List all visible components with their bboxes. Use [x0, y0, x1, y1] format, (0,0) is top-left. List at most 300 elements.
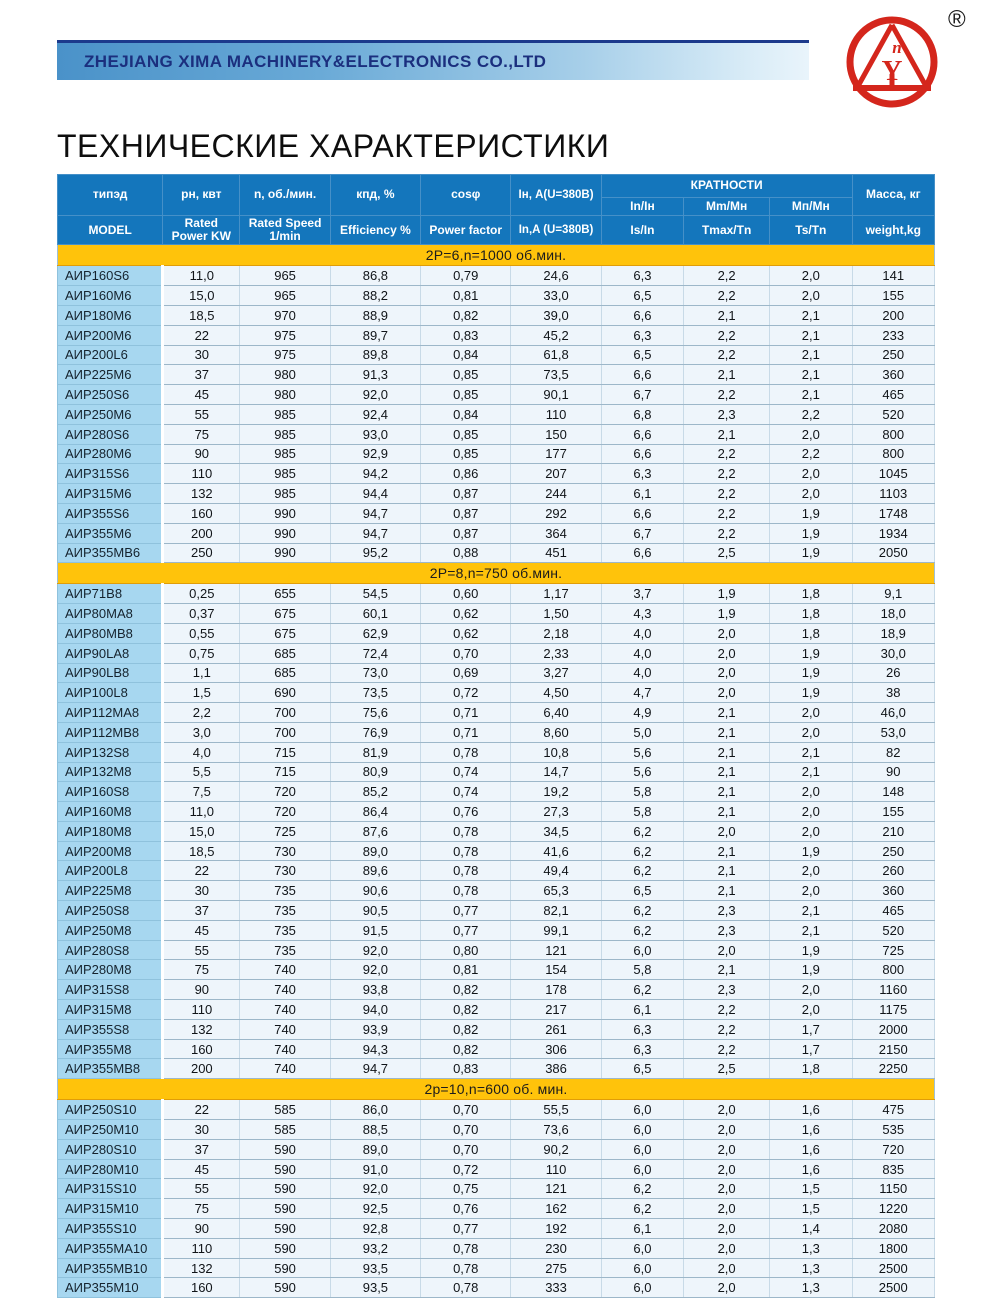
cell-tmax_tn: 2,0	[684, 1179, 770, 1199]
cell-efficiency_pct: 92,5	[330, 1199, 420, 1219]
cell-power_kw: 30	[163, 881, 240, 901]
cell-speed_rpm: 590	[240, 1278, 330, 1298]
cell-efficiency_pct: 86,0	[330, 1100, 420, 1120]
cell-tmax_tn: 2,0	[684, 683, 770, 703]
cell-power_factor: 0,87	[421, 484, 511, 504]
cell-power_factor: 0,70	[421, 1100, 511, 1120]
table-row	[58, 1179, 935, 1199]
col-header-ratio-is-en: Is/In	[601, 216, 683, 245]
cell-speed_rpm: 735	[240, 940, 330, 960]
cell-is_in: 6,7	[601, 523, 683, 543]
cell-ts_tn: 1,4	[770, 1219, 852, 1239]
cell-is_in: 6,2	[601, 821, 683, 841]
cell-current_a: 154	[511, 960, 601, 980]
cell-is_in: 6,2	[601, 901, 683, 921]
cell-power_factor: 0,78	[421, 881, 511, 901]
cell-tmax_tn: 2,1	[684, 305, 770, 325]
cell-current_a: 261	[511, 1019, 601, 1039]
cell-ts_tn: 1,5	[770, 1199, 852, 1219]
cell-tmax_tn: 2,1	[684, 782, 770, 802]
cell-speed_rpm: 585	[240, 1100, 330, 1120]
cell-power_kw: 55	[163, 1179, 240, 1199]
cell-current_a: 4,50	[511, 683, 601, 703]
cell-weight_kg: 1748	[852, 503, 934, 523]
cell-tmax_tn: 2,5	[684, 1059, 770, 1079]
cell-current_a: 1,17	[511, 584, 601, 604]
cell-tmax_tn: 2,0	[684, 1278, 770, 1298]
cell-current_a: 333	[511, 1278, 601, 1298]
cell-current_a: 230	[511, 1238, 601, 1258]
cell-power_kw: 45	[163, 1159, 240, 1179]
cell-ts_tn: 2,0	[770, 1000, 852, 1020]
col-header-current-ru: Iн, A(U=380В)	[511, 175, 601, 216]
cell-is_in: 4,9	[601, 703, 683, 723]
table-row	[58, 543, 935, 563]
cell-power_kw: 110	[163, 1238, 240, 1258]
cell-model: АИР250S8	[58, 901, 163, 921]
cell-weight_kg: 1800	[852, 1238, 934, 1258]
cell-current_a: 110	[511, 404, 601, 424]
cell-is_in: 6,5	[601, 881, 683, 901]
cell-speed_rpm: 685	[240, 643, 330, 663]
cell-efficiency_pct: 62,9	[330, 623, 420, 643]
cell-is_in: 4,0	[601, 623, 683, 643]
cell-ts_tn: 1,8	[770, 604, 852, 624]
cell-weight_kg: 46,0	[852, 703, 934, 723]
cell-power_factor: 0,87	[421, 523, 511, 543]
cell-current_a: 1,50	[511, 604, 601, 624]
cell-model: АИР80MB8	[58, 623, 163, 643]
cell-model: АИР200L6	[58, 345, 163, 365]
table-row	[58, 464, 935, 484]
cell-is_in: 6,1	[601, 484, 683, 504]
cell-power_factor: 0,70	[421, 1139, 511, 1159]
cell-efficiency_pct: 90,5	[330, 901, 420, 921]
cell-ts_tn: 1,8	[770, 1059, 852, 1079]
cell-weight_kg: 2050	[852, 543, 934, 563]
company-name: ZHEJIANG XIMA MACHINERY&ELECTRONICS CO.,LTD	[84, 51, 547, 71]
cell-power_kw: 5,5	[163, 762, 240, 782]
cell-power_kw: 90	[163, 1219, 240, 1239]
cell-model: АИР90LB8	[58, 663, 163, 683]
cell-power_kw: 0,25	[163, 584, 240, 604]
cell-tmax_tn: 2,1	[684, 861, 770, 881]
cell-power_kw: 30	[163, 345, 240, 365]
cell-efficiency_pct: 92,0	[330, 1179, 420, 1199]
cell-speed_rpm: 590	[240, 1139, 330, 1159]
cell-tmax_tn: 2,2	[684, 266, 770, 286]
cell-speed_rpm: 735	[240, 901, 330, 921]
cell-efficiency_pct: 91,5	[330, 920, 420, 940]
cell-is_in: 6,5	[601, 345, 683, 365]
table-row	[58, 424, 935, 444]
cell-current_a: 306	[511, 1039, 601, 1059]
cell-power_factor: 0,87	[421, 503, 511, 523]
cell-tmax_tn: 2,2	[684, 484, 770, 504]
cell-is_in: 6,0	[601, 1120, 683, 1140]
cell-speed_rpm: 730	[240, 861, 330, 881]
cell-efficiency_pct: 88,5	[330, 1120, 420, 1140]
cell-efficiency_pct: 87,6	[330, 821, 420, 841]
cell-current_a: 49,4	[511, 861, 601, 881]
cell-power_kw: 75	[163, 960, 240, 980]
cell-tmax_tn: 2,3	[684, 404, 770, 424]
cell-speed_rpm: 740	[240, 960, 330, 980]
table-row	[58, 266, 935, 286]
cell-model: АИР132M8	[58, 762, 163, 782]
cell-weight_kg: 520	[852, 920, 934, 940]
cell-current_a: 61,8	[511, 345, 601, 365]
cell-model: АИР71B8	[58, 584, 163, 604]
cell-weight_kg: 2000	[852, 1019, 934, 1039]
cell-efficiency_pct: 93,5	[330, 1278, 420, 1298]
cell-efficiency_pct: 93,9	[330, 1019, 420, 1039]
cell-is_in: 4,0	[601, 643, 683, 663]
cell-weight_kg: 155	[852, 802, 934, 822]
cell-power_factor: 0,72	[421, 1159, 511, 1179]
cell-power_factor: 0,84	[421, 345, 511, 365]
cell-ts_tn: 2,1	[770, 742, 852, 762]
cell-power_factor: 0,85	[421, 365, 511, 385]
company-banner	[57, 40, 809, 80]
section-band-row	[58, 245, 935, 266]
cell-weight_kg: 465	[852, 385, 934, 405]
cell-current_a: 451	[511, 543, 601, 563]
cell-model: АИР80MA8	[58, 604, 163, 624]
cell-current_a: 99,1	[511, 920, 601, 940]
cell-tmax_tn: 2,1	[684, 802, 770, 822]
cell-power_kw: 90	[163, 980, 240, 1000]
cell-is_in: 6,5	[601, 286, 683, 306]
cell-power_kw: 55	[163, 404, 240, 424]
cell-speed_rpm: 700	[240, 703, 330, 723]
cell-weight_kg: 260	[852, 861, 934, 881]
cell-ts_tn: 2,0	[770, 484, 852, 504]
cell-is_in: 5,8	[601, 782, 683, 802]
table-row	[58, 1019, 935, 1039]
cell-efficiency_pct: 93,0	[330, 424, 420, 444]
cell-speed_rpm: 720	[240, 782, 330, 802]
cell-power_factor: 0,77	[421, 920, 511, 940]
cell-is_in: 6,7	[601, 385, 683, 405]
cell-model: АИР160S8	[58, 782, 163, 802]
cell-tmax_tn: 2,0	[684, 1258, 770, 1278]
cell-tmax_tn: 2,2	[684, 1000, 770, 1020]
cell-tmax_tn: 2,0	[684, 1139, 770, 1159]
cell-efficiency_pct: 73,5	[330, 683, 420, 703]
cell-efficiency_pct: 86,4	[330, 802, 420, 822]
table-row	[58, 404, 935, 424]
cell-is_in: 6,3	[601, 464, 683, 484]
cell-tmax_tn: 2,0	[684, 623, 770, 643]
cell-model: АИР315S8	[58, 980, 163, 1000]
cell-power_factor: 0,78	[421, 1258, 511, 1278]
cell-power_factor: 0,82	[421, 1039, 511, 1059]
cell-current_a: 34,5	[511, 821, 601, 841]
table-row	[58, 881, 935, 901]
cell-power_kw: 3,0	[163, 722, 240, 742]
cell-model: АИР112MA8	[58, 703, 163, 723]
cell-current_a: 386	[511, 1059, 601, 1079]
cell-is_in: 6,2	[601, 1179, 683, 1199]
cell-is_in: 6,2	[601, 861, 683, 881]
cell-speed_rpm: 740	[240, 1000, 330, 1020]
cell-power_kw: 22	[163, 1100, 240, 1120]
cell-model: АИР355S6	[58, 503, 163, 523]
cell-power_kw: 132	[163, 1019, 240, 1039]
table-row	[58, 980, 935, 1000]
cell-tmax_tn: 2,0	[684, 1159, 770, 1179]
cell-tmax_tn: 2,2	[684, 325, 770, 345]
cell-ts_tn: 1,9	[770, 683, 852, 703]
cell-model: АИР355MA10	[58, 1238, 163, 1258]
cell-is_in: 3,7	[601, 584, 683, 604]
cell-model: АИР355MB10	[58, 1258, 163, 1278]
table-row	[58, 1238, 935, 1258]
cell-weight_kg: 90	[852, 762, 934, 782]
cell-is_in: 4,3	[601, 604, 683, 624]
table-row	[58, 444, 935, 464]
cell-speed_rpm: 985	[240, 424, 330, 444]
cell-power_factor: 0,85	[421, 385, 511, 405]
cell-power_factor: 0,70	[421, 643, 511, 663]
cell-speed_rpm: 735	[240, 920, 330, 940]
cell-current_a: 45,2	[511, 325, 601, 345]
cell-model: АИР355S10	[58, 1219, 163, 1239]
registered-trademark-icon: ®	[948, 6, 966, 33]
cell-speed_rpm: 715	[240, 742, 330, 762]
cell-power_kw: 15,0	[163, 286, 240, 306]
cell-speed_rpm: 725	[240, 821, 330, 841]
cell-efficiency_pct: 92,4	[330, 404, 420, 424]
cell-current_a: 33,0	[511, 286, 601, 306]
cell-efficiency_pct: 85,2	[330, 782, 420, 802]
table-row	[58, 1258, 935, 1278]
cell-power_factor: 0,85	[421, 424, 511, 444]
cell-tmax_tn: 2,1	[684, 841, 770, 861]
cell-speed_rpm: 990	[240, 543, 330, 563]
cell-is_in: 6,0	[601, 1159, 683, 1179]
col-header-ratio-ts-en: Ts/Tn	[770, 216, 852, 245]
cell-efficiency_pct: 89,6	[330, 861, 420, 881]
cell-tmax_tn: 1,9	[684, 604, 770, 624]
cell-weight_kg: 250	[852, 345, 934, 365]
cell-current_a: 41,6	[511, 841, 601, 861]
cell-current_a: 364	[511, 523, 601, 543]
table-row	[58, 385, 935, 405]
cell-current_a: 178	[511, 980, 601, 1000]
cell-power_factor: 0,76	[421, 1199, 511, 1219]
table-row	[58, 683, 935, 703]
cell-tmax_tn: 2,3	[684, 901, 770, 921]
cell-tmax_tn: 2,2	[684, 1019, 770, 1039]
cell-tmax_tn: 2,1	[684, 424, 770, 444]
table-row	[58, 484, 935, 504]
table-row	[58, 1120, 935, 1140]
cell-efficiency_pct: 90,6	[330, 881, 420, 901]
cell-model: АИР355M10	[58, 1278, 163, 1298]
logo-letter-n: n	[892, 38, 902, 57]
cell-efficiency_pct: 93,5	[330, 1258, 420, 1278]
cell-speed_rpm: 740	[240, 1059, 330, 1079]
cell-ts_tn: 1,9	[770, 523, 852, 543]
col-header-ratio-ts-ru: Мп/Мн	[770, 198, 852, 216]
cell-model: АИР355MB6	[58, 543, 163, 563]
cell-tmax_tn: 2,0	[684, 663, 770, 683]
cell-efficiency_pct: 94,7	[330, 1059, 420, 1079]
cell-model: АИР180M6	[58, 305, 163, 325]
cell-current_a: 150	[511, 424, 601, 444]
cell-current_a: 217	[511, 1000, 601, 1020]
cell-speed_rpm: 985	[240, 404, 330, 424]
cell-model: АИР250S6	[58, 385, 163, 405]
cell-ts_tn: 1,7	[770, 1019, 852, 1039]
cell-power_kw: 18,5	[163, 841, 240, 861]
cell-weight_kg: 1160	[852, 980, 934, 1000]
cell-current_a: 244	[511, 484, 601, 504]
cell-efficiency_pct: 73,0	[330, 663, 420, 683]
section-band-label: 2P=6,n=1000 об.мин.	[58, 245, 935, 266]
cell-model: АИР315M6	[58, 484, 163, 504]
cell-ts_tn: 2,1	[770, 920, 852, 940]
cell-efficiency_pct: 80,9	[330, 762, 420, 782]
cell-power_factor: 0,74	[421, 782, 511, 802]
cell-is_in: 6,6	[601, 305, 683, 325]
cell-is_in: 6,6	[601, 424, 683, 444]
cell-ts_tn: 1,8	[770, 623, 852, 643]
cell-ts_tn: 1,6	[770, 1139, 852, 1159]
cell-efficiency_pct: 93,2	[330, 1238, 420, 1258]
cell-speed_rpm: 655	[240, 584, 330, 604]
cell-weight_kg: 82	[852, 742, 934, 762]
cell-weight_kg: 360	[852, 365, 934, 385]
cell-is_in: 6,5	[601, 1059, 683, 1079]
cell-power_kw: 75	[163, 424, 240, 444]
cell-power_kw: 37	[163, 365, 240, 385]
cell-power_kw: 45	[163, 920, 240, 940]
cell-is_in: 5,8	[601, 960, 683, 980]
cell-weight_kg: 725	[852, 940, 934, 960]
table-row	[58, 920, 935, 940]
cell-tmax_tn: 2,2	[684, 464, 770, 484]
section-band-row	[58, 1079, 935, 1100]
cell-power_kw: 1,5	[163, 683, 240, 703]
cell-is_in: 6,3	[601, 1019, 683, 1039]
cell-model: АИР250M6	[58, 404, 163, 424]
cell-tmax_tn: 2,5	[684, 543, 770, 563]
cell-weight_kg: 2500	[852, 1278, 934, 1298]
cell-power_factor: 0,77	[421, 901, 511, 921]
cell-tmax_tn: 2,0	[684, 940, 770, 960]
cell-power_factor: 0,77	[421, 1219, 511, 1239]
cell-weight_kg: 141	[852, 266, 934, 286]
cell-tmax_tn: 2,0	[684, 1199, 770, 1219]
cell-is_in: 6,6	[601, 365, 683, 385]
cell-speed_rpm: 985	[240, 484, 330, 504]
cell-tmax_tn: 2,1	[684, 365, 770, 385]
cell-power_kw: 75	[163, 1199, 240, 1219]
cell-power_factor: 0,76	[421, 802, 511, 822]
cell-tmax_tn: 2,2	[684, 1039, 770, 1059]
table-row	[58, 503, 935, 523]
logo-letter-y: Y	[881, 55, 903, 87]
cell-power_kw: 2,2	[163, 703, 240, 723]
cell-weight_kg: 1934	[852, 523, 934, 543]
cell-power_kw: 22	[163, 861, 240, 881]
cell-weight_kg: 720	[852, 1139, 934, 1159]
cell-efficiency_pct: 94,3	[330, 1039, 420, 1059]
cell-weight_kg: 1175	[852, 1000, 934, 1020]
cell-speed_rpm: 970	[240, 305, 330, 325]
cell-weight_kg: 210	[852, 821, 934, 841]
cell-weight_kg: 53,0	[852, 722, 934, 742]
table-row	[58, 1059, 935, 1079]
table-row	[58, 802, 935, 822]
cell-current_a: 2,18	[511, 623, 601, 643]
cell-speed_rpm: 590	[240, 1159, 330, 1179]
cell-is_in: 6,1	[601, 1219, 683, 1239]
cell-current_a: 177	[511, 444, 601, 464]
cell-is_in: 5,0	[601, 722, 683, 742]
cell-speed_rpm: 740	[240, 1039, 330, 1059]
cell-model: АИР315M8	[58, 1000, 163, 1020]
cell-power_kw: 160	[163, 503, 240, 523]
cell-speed_rpm: 985	[240, 444, 330, 464]
section-band-label: 2p=10,n=600 об. мин.	[58, 1079, 935, 1100]
cell-model: АИР280S6	[58, 424, 163, 444]
cell-model: АИР315S10	[58, 1179, 163, 1199]
col-header-ratio-tmax-ru: Mm/Мн	[684, 198, 770, 216]
col-header-ratio-is-ru: In/Iн	[601, 198, 683, 216]
cell-power_factor: 0,70	[421, 1120, 511, 1140]
cell-power_kw: 250	[163, 543, 240, 563]
cell-power_kw: 160	[163, 1039, 240, 1059]
table-row	[58, 940, 935, 960]
table-row	[58, 523, 935, 543]
cell-weight_kg: 465	[852, 901, 934, 921]
cell-current_a: 121	[511, 1179, 601, 1199]
cell-ts_tn: 1,6	[770, 1120, 852, 1140]
cell-is_in: 6,0	[601, 940, 683, 960]
cell-model: АИР250M10	[58, 1120, 163, 1140]
table-row	[58, 960, 935, 980]
cell-speed_rpm: 985	[240, 464, 330, 484]
cell-power_kw: 37	[163, 901, 240, 921]
cell-is_in: 6,3	[601, 266, 683, 286]
cell-is_in: 6,0	[601, 1258, 683, 1278]
cell-efficiency_pct: 89,8	[330, 345, 420, 365]
cell-is_in: 6,3	[601, 1039, 683, 1059]
cell-weight_kg: 2080	[852, 1219, 934, 1239]
cell-ts_tn: 2,1	[770, 901, 852, 921]
cell-power_factor: 0,88	[421, 543, 511, 563]
table-row	[58, 841, 935, 861]
cell-efficiency_pct: 93,8	[330, 980, 420, 1000]
cell-power_kw: 132	[163, 484, 240, 504]
cell-power_kw: 110	[163, 464, 240, 484]
cell-tmax_tn: 2,2	[684, 523, 770, 543]
cell-weight_kg: 520	[852, 404, 934, 424]
cell-model: АИР355MB8	[58, 1059, 163, 1079]
cell-model: АИР315S6	[58, 464, 163, 484]
cell-model: АИР280S10	[58, 1139, 163, 1159]
cell-current_a: 10,8	[511, 742, 601, 762]
cell-tmax_tn: 2,1	[684, 703, 770, 723]
cell-current_a: 90,1	[511, 385, 601, 405]
cell-model: АИР160S6	[58, 266, 163, 286]
cell-power_factor: 0,75	[421, 1179, 511, 1199]
cell-current_a: 65,3	[511, 881, 601, 901]
